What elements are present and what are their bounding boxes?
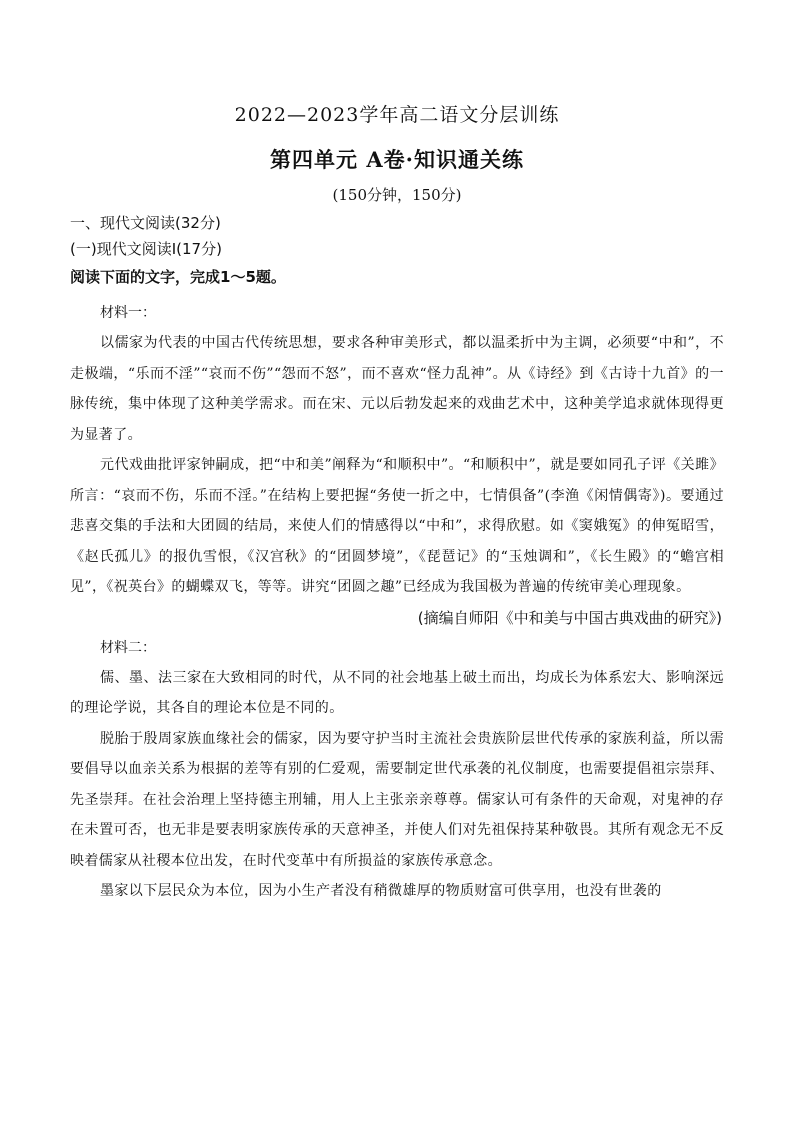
material-one-source: (摘编自师阳《中和美与中国古典戏曲的研究》) [417, 608, 722, 627]
document-subtitle: 第四单元 A卷·知识通关练 [270, 147, 524, 172]
document-title: 2022—2023学年高二语文分层训练 [234, 104, 560, 126]
material-two-paragraph-2: 脱胎于殷周家族血缘社会的儒家，因为要守护当时主流社会贵族阶层世代传承的家族利益，所以需要倡导以血亲关系为根据的差等有别的仁爱观，需要制定世代承袭的礼仪制度，也需要提倡祖宗崇拜、先圣崇拜。在社会治理上坚持德主刑辅，用人上主张亲亲尊尊。儒家认可有条件的天命观，对鬼神的存在未置可否，也无非是要表明家族传承的天意神圣，并使人们对先祖保持某种敬畏。其所有观念无不反映着儒家从社稷本位出发，在时代变革中有所损益的家族传承意念。 [70, 730, 724, 869]
material-one-paragraph-1: 以儒家为代表的中国古代传统思想，要求各种审美形式，都以温柔折中为主调，必须要“中和”，不走极端，“乐而不淫”“哀而不伤”“怨而不怒”，而不喜欢“怪力乱神”。从《诗经》到《古诗十九首》的一脉传统，集中体现了这种美学需求。而在宋、元以后勃发起来的戏曲艺术中，这种美学追求就体现得更为显著了。 [70, 335, 724, 443]
section-heading: 一、现代文阅读(32分) [70, 214, 221, 232]
exam-time-score: (150分钟，150分) [332, 186, 462, 204]
material-two-paragraph-3: 墨家以下层民众为本位，因为小生产者没有稍微雄厚的物质财富可供享用，也没有世袭的 [100, 883, 662, 899]
reading-instruction: 阅读下面的文字，完成1～5题。 [70, 268, 286, 286]
material-two-paragraph-1: 儒、墨、法三家在大致相同的时代，从不同的社会地基上破土而出，均成长为体系宏大、影响深远的理论学说，其各自的理论本位是不同的。 [70, 669, 724, 716]
subsection-heading: (一)现代文阅读Ⅰ(17分) [70, 240, 222, 258]
material-one-label: 材料一： [100, 305, 156, 321]
material-one-paragraph-2: 元代戏曲批评家钟嗣成，把“中和美”阐释为“和顺积中”。“和顺积中”，就是要如同孔子评《关雎》所言：“哀而不伤，乐而不淫。”在结构上要把握“务使一折之中，七情俱备”(李渔《闲情偶寄》)。要通过悲喜交集的手法和大团圆的结局，来使人们的情感得以“中和”，求得欣慰。如《窦娥冤》的伸冤昭雪，《赵氏孤儿》的报仇雪恨，《汉宫秋》的“团圆梦境”，《琵琶记》的“玉烛调和”，《长生殿》的“蟾宫相见”，《祝英台》的蝴蝶双飞，等等。讲究“团圆之趣”已经成为我国极为普遍的传统审美心理现象。 [70, 457, 724, 595]
material-two-label: 材料二： [100, 639, 156, 656]
